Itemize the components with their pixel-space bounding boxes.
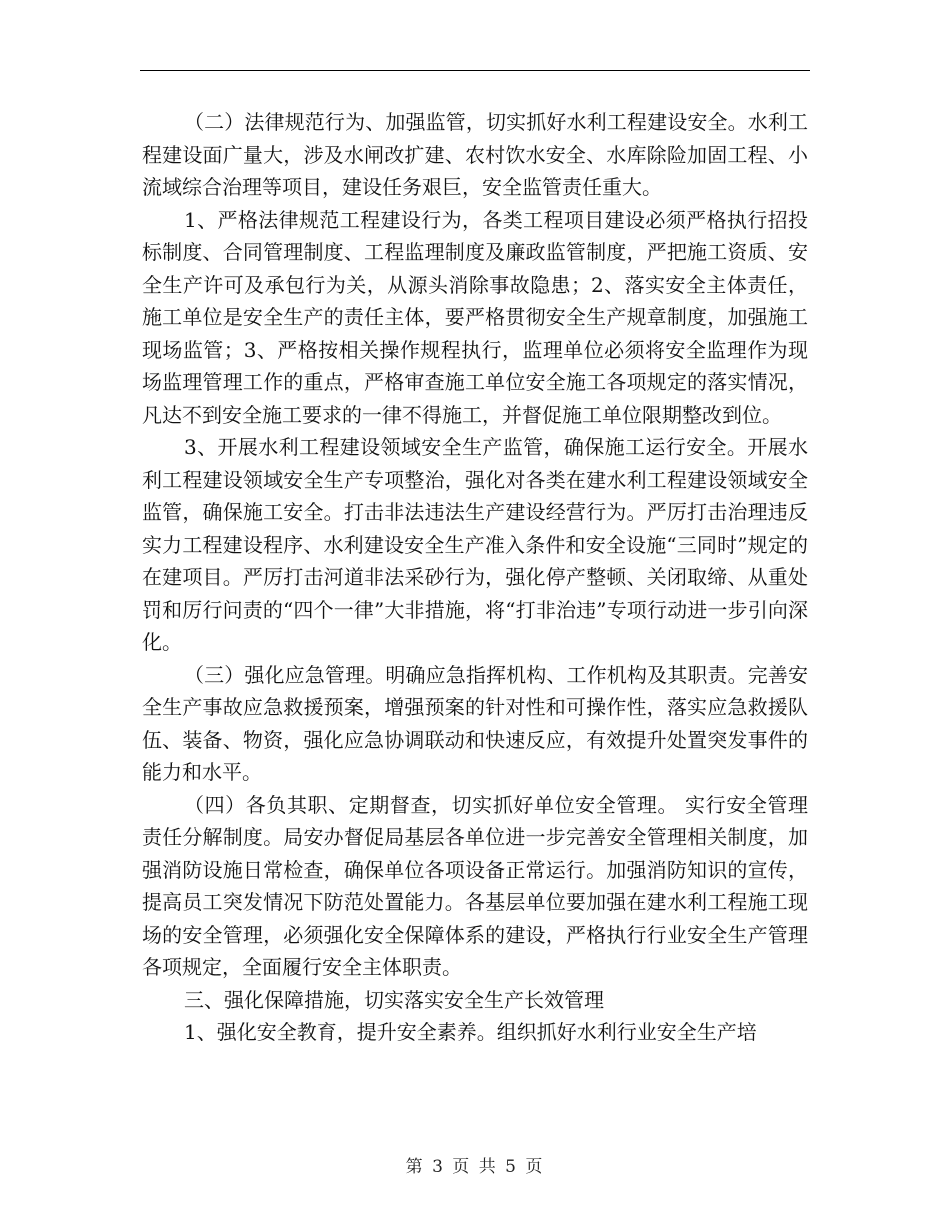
paragraph-section-2: （二）法律规范行为、加强监管，切实抓好水利工程建设安全。水利工程建设面广量大，涉及水闸改扩建、农村饮水安全、水库除险加固工程、小流域综合治理等项目，建设任务艰巨，安全监管责任重大。 [142,110,808,199]
paragraph-section-4: （四）各负其职、定期督查，切实抓好单位安全管理。 实行安全管理责任分解制度。局安办督促局基层各单位进一步完善安全管理相关制度，加强消防设施日常检查，确保单位各项设备正常运行。加强消防知识的宣传，提高员工突发情况下防范处置能力。各基层单位要加强在建水利工程施工现场的安全管理，必须强化安全保障体系的建设，严格执行行业安全生产管理各项规定，全面履行安全主体职责。 [142,792,808,979]
page-footer: 第 3 页 共 5 页 [405,1157,545,1177]
body-text [142,106,808,1049]
paragraph-part-3-item-1: 1、强化安全教育，提升安全素养。组织抓好水利行业安全生产培 [184,1020,757,1044]
paragraph-item-1: 1、严格法律规范工程建设行为，各类工程项目建设必须严格执行招投标制度、合同管理制度、工程监理制度及廉政监管制度，严把施工资质、安全生产许可及承包行为关，从源头消除事故隐患；2、落实安全主体责任，施工单位是安全生产的责任主体，要严格贯彻安全生产规章制度，加强施工现场监管；3、严格按相关操作规程执行，监理单位必须将安全监理作为现场监理管理工作的重点，严格审查施工单位安全施工各项规定的落实情况，凡达不到安全施工要求的一律不得施工，并督促施工单位限期整改到位。 [142,207,808,427]
heading-part-3: 三、强化保障措施，切实落实安全生产长效管理 [184,987,604,1012]
header-rule [140,70,810,71]
paragraph-item-3: 3、开展水利工程建设领域安全生产监管，确保施工运行安全。开展水利工程建设领域安全生产专项整治，强化对各类在建水利工程建设领域安全监管，确保施工安全。打击非法违法生产建设经营行为。严厉打击治理违反实力工程建设程序、水利建设安全生产准入条件和安全设施“三同时”规定的在建项目。严厉打击河道非法采砂行为，强化停产整顿、关闭取缔、从重处罚和厉行问责的“四个一律”大非措施，将“打非治违”专项行动进一步引向深化。 [142,435,808,654]
paragraph-section-3: （三）强化应急管理。明确应急指挥机构、工作机构及其职责。完善安全生产事故应急救援预案，增强预案的针对性和可操作性，落实应急救援队伍、装备、物资，强化应急协调联动和快速反应，有效提升处置突发事件的能力和水平。 [142,662,808,784]
